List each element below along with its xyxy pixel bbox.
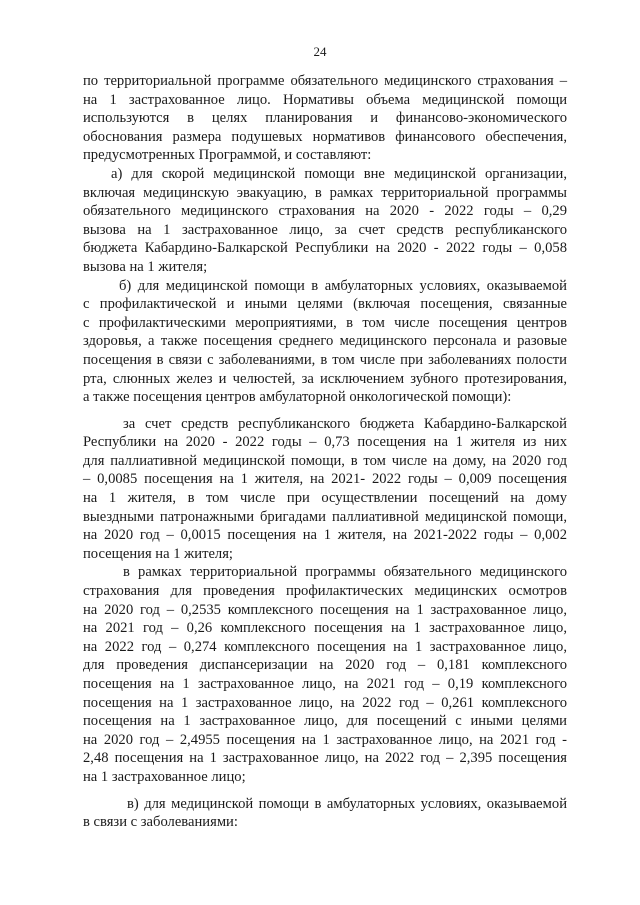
text-line: Республики на 2020 - 2022 годы – 0,73 посещения на 1 жителя из них	[83, 434, 567, 451]
text-line: в рамках территориальной программы обязательного медицинского	[123, 564, 567, 581]
text-line: посещения на 1 жителя;	[83, 545, 233, 562]
text-line: на 2020 год – 0,0015 посещения на 1 жителя, на 2021-2022 годы – 0,002	[83, 527, 567, 544]
document-body	[83, 72, 567, 832]
text-line: включая медицинскую эвакуацию, в рамках территориальной программы	[83, 184, 567, 201]
text-line: для паллиативной медицинской помощи, в том числе на дому, на 2020 год	[83, 452, 567, 469]
text-line: на 2020 год – 0,2535 комплексного посещения на 1 застрахованное лицо,	[83, 601, 567, 618]
text-line: за счет средств республиканского бюджета Кабардино-Балкарской	[123, 415, 567, 432]
text-line: 2,48 посещения на 1 застрахованное лицо, на 2022 год – 2,395 посещения	[83, 750, 567, 767]
page-number: 24	[313, 44, 327, 59]
text-line: на 1 застрахованное лицо;	[83, 768, 246, 785]
text-line: используются в целях планирования и финансово-экономического	[83, 110, 567, 127]
text-line: посещения на 1 застрахованное лицо, для посещений с иными целями	[83, 713, 567, 730]
text-line: посещения в связи с заболеваниями, в том числе при заболеваниях полости	[83, 351, 567, 368]
paragraph-v-line: в) для медицинской помощи в амбулаторных условиях, оказываемой	[127, 795, 567, 812]
text-line: рта, слюнных желез и челюстей, за исключением зубного протезирования,	[83, 370, 567, 387]
text-line: посещения на 1 застрахованное лицо, на 2022 год – 0,261 комплексного	[83, 694, 567, 711]
text-line: предусмотренных Программой, и составляют:	[83, 147, 372, 164]
text-line: в связи с заболеваниями:	[83, 814, 238, 831]
text-line: для проведения диспансеризации на 2020 год – 0,181 комплексного	[83, 657, 567, 674]
text-line: с профилактическими мероприятиями, в том числе посещения центров	[83, 314, 567, 331]
paragraph-gap	[83, 787, 567, 795]
text-line: посещения на 1 застрахованное лицо, на 2021 год – 0,19 комплексного	[83, 676, 567, 692]
text-line: на 1 застрахованное лицо. Нормативы объема медицинской помощи	[83, 91, 567, 108]
text-line: на 2022 год – 0,274 комплексного посещения на 1 застрахованное лицо,	[83, 638, 567, 655]
paragraph-gap	[83, 407, 567, 415]
text-line: на 1 жителя, в том числе при осуществлении посещений на дому	[83, 490, 567, 507]
text-line: страхования для проведения профилактических медицинских осмотров	[83, 583, 567, 600]
text-line: на 2020 год – 2,4955 посещения на 1 застрахованное лицо, на 2021 год -	[83, 731, 567, 748]
text-line: а также посещения центров амбулаторной онкологической помощи):	[83, 389, 512, 406]
paragraph-b-line: б) для медицинской помощи в амбулаторных условиях, оказываемой	[119, 277, 567, 294]
text-line: выездными патронажными бригадами паллиативной медицинской помощи,	[83, 508, 567, 525]
text-line: обязательного медицинского страхования на 2020 - 2022 годы – 0,29	[83, 203, 567, 220]
text-line: – 0,0085 посещения на 1 жителя, на 2021- 2022 годы – 0,009 посещения	[83, 471, 567, 488]
text-line: вызова на 1 застрахованное лицо, за счет средств республиканского	[83, 221, 567, 238]
text-line: вызова на 1 жителя;	[83, 258, 208, 275]
text-line: обоснования размера подушевых нормативов финансового обеспечения,	[83, 128, 567, 145]
text-line: здоровья, а также посещения среднего медицинского персонала и разовые	[83, 333, 567, 350]
text-line: на 2021 год – 0,26 комплексного посещения на 1 застрахованное лицо,	[83, 620, 567, 637]
text-line: по территориальной программе обязательного медицинского страхования –	[83, 73, 567, 89]
text-line: бюджета Кабардино-Балкарской Республики на 2020 - 2022 годы – 0,058	[83, 240, 567, 257]
paragraph-a-line: а) для скорой медицинской помощи вне медицинской организации,	[111, 165, 567, 182]
text-line: с профилактической и иными целями (включая посещения, связанные	[83, 296, 567, 313]
